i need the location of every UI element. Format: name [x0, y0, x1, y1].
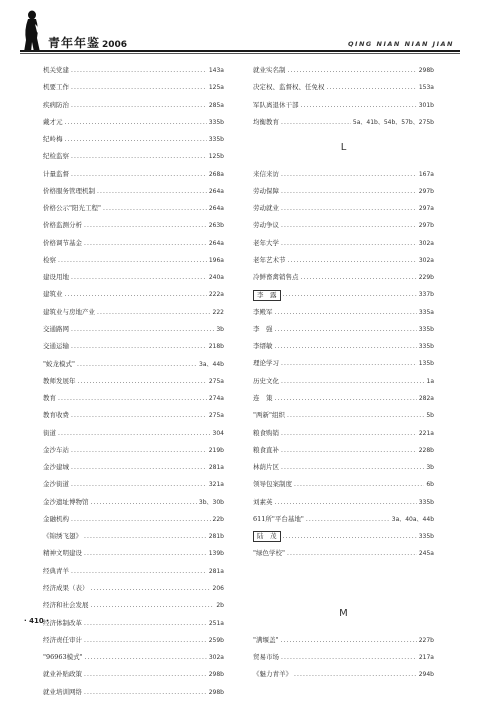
entry-page-ref: 221a	[418, 429, 434, 437]
entry-page-ref: 229b	[418, 274, 434, 282]
leader-dots	[103, 200, 207, 217]
leader-dots	[281, 114, 351, 131]
leader-dots	[91, 597, 215, 614]
entry-term: 劳动争议	[253, 221, 279, 230]
entry-term: 经济和社会发展	[43, 601, 89, 610]
entry-term: 李 强	[253, 324, 273, 333]
leader-dots	[84, 528, 207, 545]
leader-dots	[275, 304, 417, 321]
index-section-m	[253, 632, 434, 684]
entry-page-ref: 153a	[418, 84, 434, 92]
index-entry	[43, 442, 224, 459]
leader-dots	[281, 217, 417, 234]
leader-dots	[78, 373, 207, 390]
index-entry	[253, 62, 434, 79]
index-entry	[43, 200, 224, 217]
leader-dots	[283, 286, 417, 303]
index-entry	[43, 114, 224, 131]
index-entry	[43, 615, 224, 632]
entry-page-ref: 3b、30b	[198, 498, 224, 506]
index-entry	[43, 390, 224, 407]
index-entry	[43, 563, 224, 580]
leader-dots	[65, 131, 207, 148]
entry-page-ref: 302a	[418, 256, 434, 264]
entry-page-ref: 3a、40a、44b	[391, 515, 434, 523]
index-entry	[253, 425, 434, 442]
entry-page-ref: 251a	[208, 619, 224, 627]
entry-term: 纪岭梅	[43, 135, 63, 144]
entry-term: 贸易市场	[253, 652, 279, 661]
entry-term: 611所"平台基地"	[253, 514, 304, 523]
leader-dots	[71, 62, 207, 79]
index-entry	[253, 252, 434, 269]
leader-dots	[283, 528, 417, 545]
leader-dots	[77, 356, 197, 373]
leader-dots	[294, 666, 417, 683]
section-letter-m: M	[339, 608, 348, 620]
leader-dots	[71, 321, 214, 338]
entry-term: 街道	[43, 428, 56, 437]
entry-term: 价格服务管理机制	[43, 186, 95, 195]
entry-term: 林荫片区	[253, 463, 279, 472]
index-entry	[43, 217, 224, 234]
entry-term: 金沙建城	[43, 463, 69, 472]
index-column-right	[253, 62, 434, 683]
index-entry	[43, 235, 224, 252]
leader-dots	[71, 442, 207, 459]
index-entry	[253, 200, 434, 217]
leader-dots	[281, 355, 417, 372]
entry-term: 理论学习	[253, 359, 279, 368]
index-entry	[43, 649, 224, 666]
leader-dots	[71, 563, 207, 580]
entry-page-ref: 297b	[418, 187, 434, 195]
leader-dots	[91, 580, 211, 597]
index-entry	[253, 373, 434, 390]
entry-term: 李 露	[253, 290, 281, 301]
entry-page-ref: 264a	[208, 205, 224, 213]
entry-term: 纪检监察	[43, 152, 69, 161]
entry-page-ref: 3b	[216, 325, 224, 333]
entry-page-ref: 3b	[426, 464, 434, 472]
index-entry	[43, 338, 224, 355]
entry-page-ref: 143a	[208, 67, 224, 74]
leader-dots	[84, 217, 207, 234]
leader-dots	[275, 390, 417, 407]
index-entry	[43, 632, 224, 649]
entry-page-ref: 2b	[216, 602, 224, 610]
leader-dots	[84, 545, 207, 562]
index-entry	[43, 407, 224, 424]
entry-page-ref: 264a	[208, 239, 224, 247]
index-entry	[253, 235, 434, 252]
index-entry	[253, 355, 434, 372]
entry-page-ref: 335b	[418, 343, 434, 351]
index-entry	[253, 494, 434, 511]
index-entry	[43, 252, 224, 269]
entry-page-ref: 125b	[208, 153, 224, 161]
entry-page-ref: 274a	[208, 395, 224, 403]
leader-dots	[275, 321, 417, 338]
leader-dots	[58, 390, 207, 407]
entry-term: 建筑业与房地产业	[43, 307, 95, 316]
leader-dots	[281, 459, 424, 476]
index-entry	[43, 269, 224, 286]
leader-dots	[71, 476, 207, 493]
entry-page-ref: 222	[212, 308, 224, 316]
index-entry	[43, 580, 224, 597]
entry-page-ref: 297a	[418, 205, 434, 213]
leader-dots	[65, 114, 207, 131]
entry-term: 机关党建	[43, 66, 69, 74]
entry-page-ref: 285a	[208, 101, 224, 109]
index-entry	[43, 373, 224, 390]
entry-term: "96963模式"	[43, 653, 83, 662]
page-header	[0, 0, 480, 60]
leader-dots	[288, 252, 417, 269]
leader-dots	[281, 425, 417, 442]
index-entry	[253, 442, 434, 459]
index-section-j	[253, 62, 434, 131]
entry-term: 经典青羊	[43, 566, 69, 575]
entry-page-ref: 294b	[418, 671, 434, 679]
index-entry	[43, 356, 224, 373]
entry-term: 就业培训网络	[43, 687, 82, 696]
leader-dots	[71, 338, 207, 355]
entry-term: 经济体制改革	[43, 618, 82, 627]
brand-year: 2006	[102, 40, 128, 50]
leader-dots	[287, 545, 417, 562]
index-entry	[253, 286, 434, 303]
index-entry	[253, 217, 434, 234]
leader-dots	[281, 166, 417, 183]
entry-term: 交通运输	[43, 342, 69, 351]
entry-term: 金沙遗址博物馆	[43, 497, 89, 506]
entry-term: 老年艺术节	[253, 255, 286, 264]
entry-term: 教育	[43, 394, 56, 403]
entry-page-ref: 135b	[418, 360, 434, 368]
index-section-l	[253, 166, 434, 563]
leader-dots	[301, 269, 417, 286]
entry-term: 金沙车站	[43, 445, 69, 454]
index-entry	[253, 166, 434, 183]
leader-dots	[301, 97, 417, 114]
index-entry	[253, 183, 434, 200]
entry-term: 精神文明建设	[43, 549, 82, 558]
index-entry	[253, 476, 434, 493]
entry-page-ref: 139b	[208, 550, 224, 558]
entry-page-ref: 275a	[208, 377, 224, 385]
leader-dots	[71, 459, 207, 476]
index-entry	[253, 632, 434, 649]
index-entry	[43, 528, 224, 545]
entry-page-ref: 167a	[418, 170, 434, 178]
leader-dots	[287, 407, 424, 424]
index-entry	[43, 321, 224, 338]
index-entry	[253, 649, 434, 666]
entry-term: 李殿军	[253, 307, 273, 316]
index-entry	[253, 304, 434, 321]
yearbook-brand	[48, 34, 127, 51]
entry-term: 历史文化	[253, 376, 279, 385]
entry-term: 金融机构	[43, 514, 69, 523]
entry-page-ref: 1a	[426, 377, 434, 385]
index-entry	[43, 511, 224, 528]
entry-page-ref: 335a	[418, 308, 434, 316]
entry-page-ref: 282a	[418, 395, 434, 403]
entry-page-ref: 337b	[418, 291, 434, 299]
leader-dots	[85, 649, 207, 666]
index-entry	[253, 545, 434, 562]
entry-page-ref: 206	[212, 584, 224, 592]
entry-page-ref: 240a	[208, 274, 224, 282]
entry-term: 粮食直补	[253, 445, 279, 454]
entry-term: 教师发展年	[43, 376, 76, 385]
entry-page-ref: 245a	[418, 550, 434, 558]
entry-term: 劳动就业	[253, 204, 279, 213]
entry-page-ref: 335b	[418, 498, 434, 506]
leader-dots	[58, 252, 207, 269]
leader-dots	[281, 200, 417, 217]
leader-dots	[84, 632, 207, 649]
entry-page-ref: 219b	[208, 446, 224, 454]
entry-term: 就业补贴政策	[43, 670, 82, 679]
entry-term: 计量监督	[43, 169, 69, 178]
index-entry	[43, 684, 224, 701]
entry-term: 刘素英	[253, 497, 273, 506]
index-entry	[43, 597, 224, 614]
entry-term: 经济责任审计	[43, 635, 82, 644]
entry-page-ref: 321a	[208, 481, 224, 489]
entry-page-ref: 263b	[208, 222, 224, 230]
entry-page-ref: 302a	[418, 239, 434, 247]
leader-dots	[280, 632, 416, 649]
entry-term: 老年大学	[253, 238, 279, 247]
entry-term: 价格调节基金	[43, 238, 82, 247]
header-rule-thin	[20, 53, 460, 54]
entry-term: "满堰盖"	[253, 635, 279, 644]
leader-dots	[71, 269, 207, 286]
entry-page-ref: 298b	[208, 688, 224, 696]
index-entry	[253, 97, 434, 114]
index-entry	[253, 459, 434, 476]
entry-term: 检察	[43, 255, 56, 264]
section-spacer	[253, 563, 434, 598]
index-entry	[43, 183, 224, 200]
page-number: · 410 ·	[24, 617, 49, 625]
leader-dots	[97, 183, 207, 200]
index-entry	[253, 321, 434, 338]
entry-page-ref: 275a	[208, 412, 224, 420]
entry-page-ref: 259b	[208, 636, 224, 644]
leader-dots	[306, 511, 390, 528]
section-letter-l: L	[340, 142, 347, 154]
leader-dots	[65, 286, 207, 303]
entry-page-ref: 217a	[418, 653, 434, 661]
entry-term: 金沙街道	[43, 480, 69, 489]
index-entry	[253, 407, 434, 424]
leader-dots	[71, 511, 211, 528]
entry-term: 就业实名制	[253, 66, 286, 74]
header-tagline: QING NIAN NIAN JIAN	[348, 40, 454, 48]
leader-dots	[71, 79, 207, 96]
entry-term: 冷鲜畜禽销售点	[253, 273, 299, 282]
entry-term: 领导包案制度	[253, 480, 292, 489]
index-entry	[43, 459, 224, 476]
entry-page-ref: 125a	[208, 84, 224, 92]
entry-page-ref: 5a、41b、54b、57b、275b	[352, 118, 434, 126]
entry-term: 李缙敏	[253, 342, 273, 351]
entry-term: 连 策	[253, 394, 273, 403]
leader-dots	[288, 62, 417, 79]
entry-term: 军队离退休干部	[253, 100, 299, 109]
entry-term: "两新"组织	[253, 411, 285, 420]
entry-term: 戴才元	[43, 117, 63, 126]
entry-page-ref: 22b	[212, 515, 224, 523]
index-entry	[253, 114, 434, 131]
leader-dots	[275, 494, 417, 511]
index-entry	[43, 476, 224, 493]
leader-dots	[91, 494, 197, 511]
entry-page-ref: 268a	[208, 170, 224, 178]
entry-term: 《魅力青羊》	[253, 670, 292, 679]
index-entry	[43, 304, 224, 321]
entry-term: 陆 茂	[253, 531, 281, 542]
index-entry	[43, 62, 224, 79]
entry-term: 粮食购销	[253, 428, 279, 437]
index-entry	[43, 79, 224, 96]
entry-page-ref: 227b	[418, 636, 434, 644]
entry-page-ref: 301b	[418, 101, 434, 109]
entry-term: 劳动保障	[253, 186, 279, 195]
leader-dots	[281, 649, 417, 666]
index-entry	[43, 148, 224, 165]
index-entry	[43, 666, 224, 683]
leader-dots	[84, 615, 207, 632]
leader-dots	[97, 304, 211, 321]
entry-term: 疾病防治	[43, 100, 69, 109]
entry-page-ref: 298b	[418, 67, 434, 74]
entry-term: 建设用地	[43, 273, 69, 282]
leader-dots	[275, 338, 417, 355]
index-entry	[43, 97, 224, 114]
index-entry	[43, 131, 224, 148]
entry-page-ref: 6b	[426, 481, 434, 489]
index-entry	[253, 511, 434, 528]
entry-term: 决定权、监督权、任免权	[253, 83, 325, 92]
leader-dots	[71, 97, 207, 114]
entry-page-ref: 297b	[418, 222, 434, 230]
leader-dots	[281, 442, 417, 459]
entry-term: 来信来访	[253, 169, 279, 178]
figure-logo-icon	[22, 10, 42, 54]
brand-title: 青年年鉴	[48, 36, 101, 50]
index-entry	[43, 494, 224, 511]
entry-page-ref: 302a	[208, 654, 224, 662]
entry-page-ref: 281b	[208, 533, 224, 541]
entry-term: 教育收费	[43, 411, 69, 420]
leader-dots	[71, 407, 207, 424]
leader-dots	[327, 79, 417, 96]
index-entry	[253, 666, 434, 683]
entry-page-ref: 281a	[208, 567, 224, 575]
entry-page-ref: 335b	[418, 533, 434, 541]
leader-dots	[71, 166, 207, 183]
leader-dots	[281, 373, 425, 390]
index-entry	[253, 79, 434, 96]
index-entry	[253, 338, 434, 355]
index-entry	[43, 286, 224, 303]
entry-page-ref: 3a、44b	[199, 360, 224, 368]
leader-dots	[281, 183, 417, 200]
header-rule	[20, 50, 460, 52]
index-entry	[43, 545, 224, 562]
entry-page-ref: 218b	[208, 343, 224, 351]
index-entry	[253, 528, 434, 545]
index-entry	[43, 425, 224, 442]
entry-term: "蛟龙模式"	[43, 359, 75, 368]
leader-dots	[58, 425, 211, 442]
entry-term: 价格监测分析	[43, 221, 82, 230]
leader-dots	[281, 235, 417, 252]
entry-term: 经济成果（表）	[43, 583, 89, 592]
entry-page-ref: 335b	[418, 325, 434, 333]
index-entry	[43, 166, 224, 183]
leader-dots	[294, 476, 424, 493]
entry-page-ref: 264a	[208, 187, 224, 195]
index-column-left	[43, 62, 224, 701]
leader-dots	[84, 684, 207, 701]
entry-term: 《锦绣飞翅》	[43, 532, 82, 541]
entry-page-ref: 228b	[418, 446, 434, 454]
entry-page-ref: 298b	[208, 671, 224, 679]
index-entry	[253, 269, 434, 286]
entry-page-ref: 196a	[208, 256, 224, 264]
entry-page-ref: 281a	[208, 464, 224, 472]
index-entry	[253, 390, 434, 407]
leader-dots	[84, 666, 207, 683]
entry-term: 均衡教育	[253, 117, 279, 126]
entry-page-ref: 304	[212, 429, 224, 437]
leader-dots	[84, 235, 207, 252]
entry-page-ref: 335b	[208, 118, 224, 126]
entry-page-ref: 5b	[426, 412, 434, 420]
entry-page-ref: 222a	[208, 291, 224, 299]
entry-term: "绿色学校"	[253, 549, 285, 558]
entry-term: 交通路网	[43, 324, 69, 333]
leader-dots	[71, 148, 207, 165]
entry-page-ref: 335b	[208, 136, 224, 144]
entry-term: 机要工作	[43, 83, 69, 92]
entry-term: 建筑业	[43, 290, 63, 299]
entry-term: 价格公示"阳光工程"	[43, 204, 101, 213]
